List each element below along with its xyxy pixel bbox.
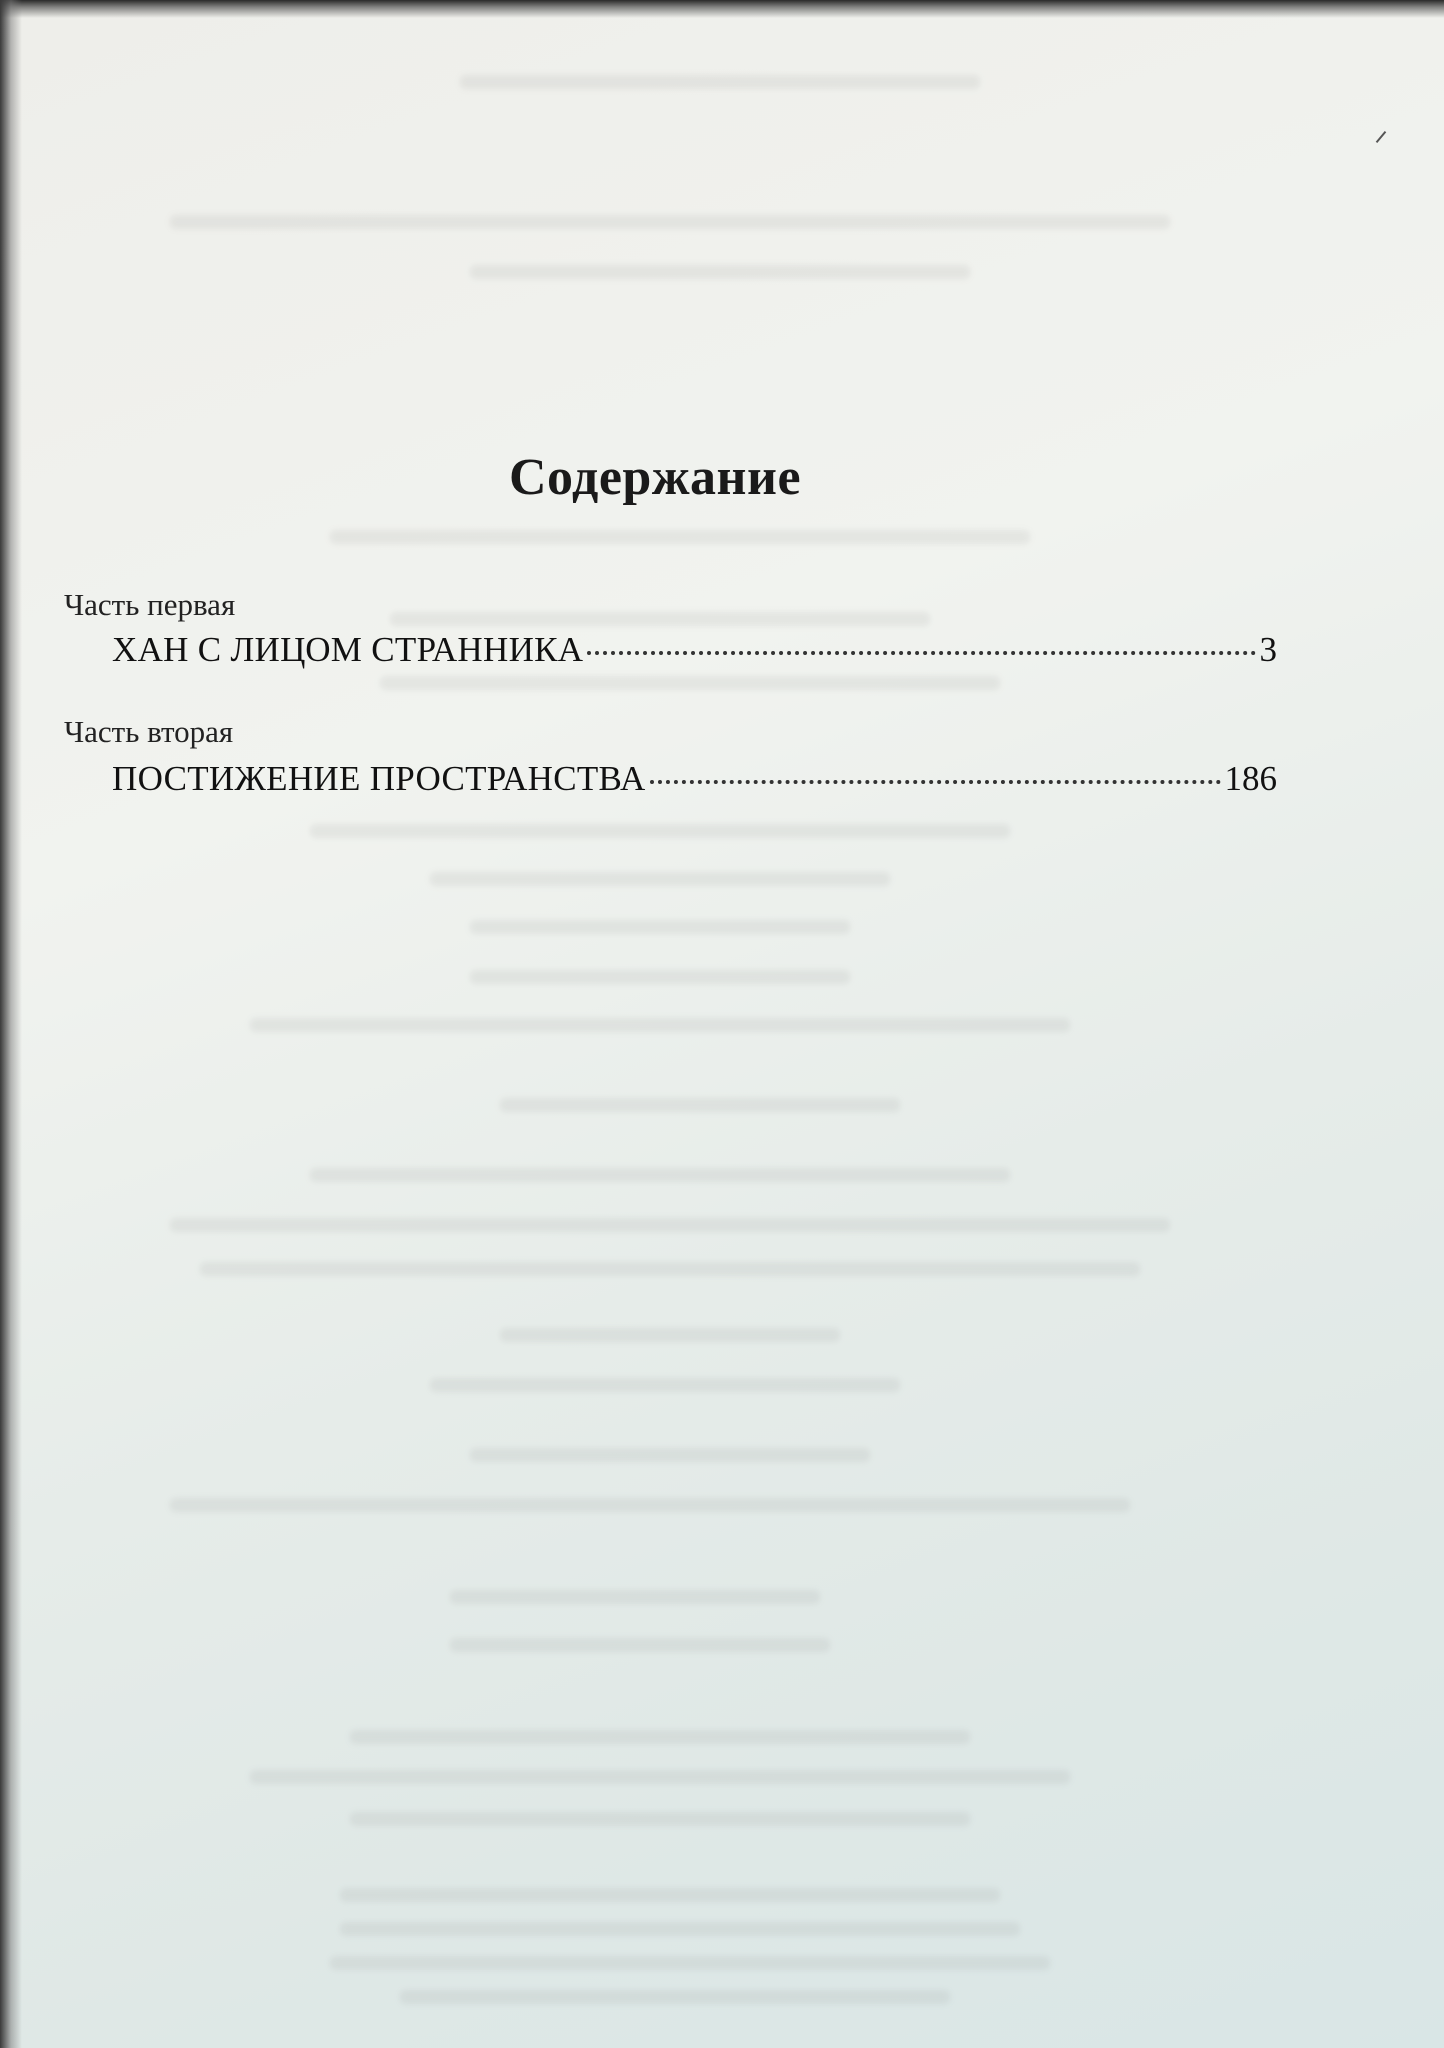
- part-label-2: Часть вторая: [64, 714, 234, 749]
- dot-leader: [587, 651, 1255, 655]
- paper-mark: [1376, 131, 1387, 143]
- page-top-edge: [0, 0, 1444, 18]
- toc-entry-2: [112, 759, 1277, 799]
- toc-entry-page: 3: [1259, 630, 1277, 669]
- toc-heading: Содержание: [508, 449, 802, 506]
- toc-entry-title: ХАН С ЛИЦОМ СТРАННИКА: [112, 630, 584, 669]
- dot-leader: [650, 780, 1221, 784]
- page-spine-shadow: [0, 0, 22, 2048]
- toc-entry-1: [112, 630, 1277, 670]
- toc-entry-title: ПОСТИЖЕНИЕ ПРОСТРАНСТВА: [112, 759, 646, 798]
- toc-entry-page: 186: [1224, 759, 1277, 798]
- part-label-1: Часть первая: [64, 587, 236, 622]
